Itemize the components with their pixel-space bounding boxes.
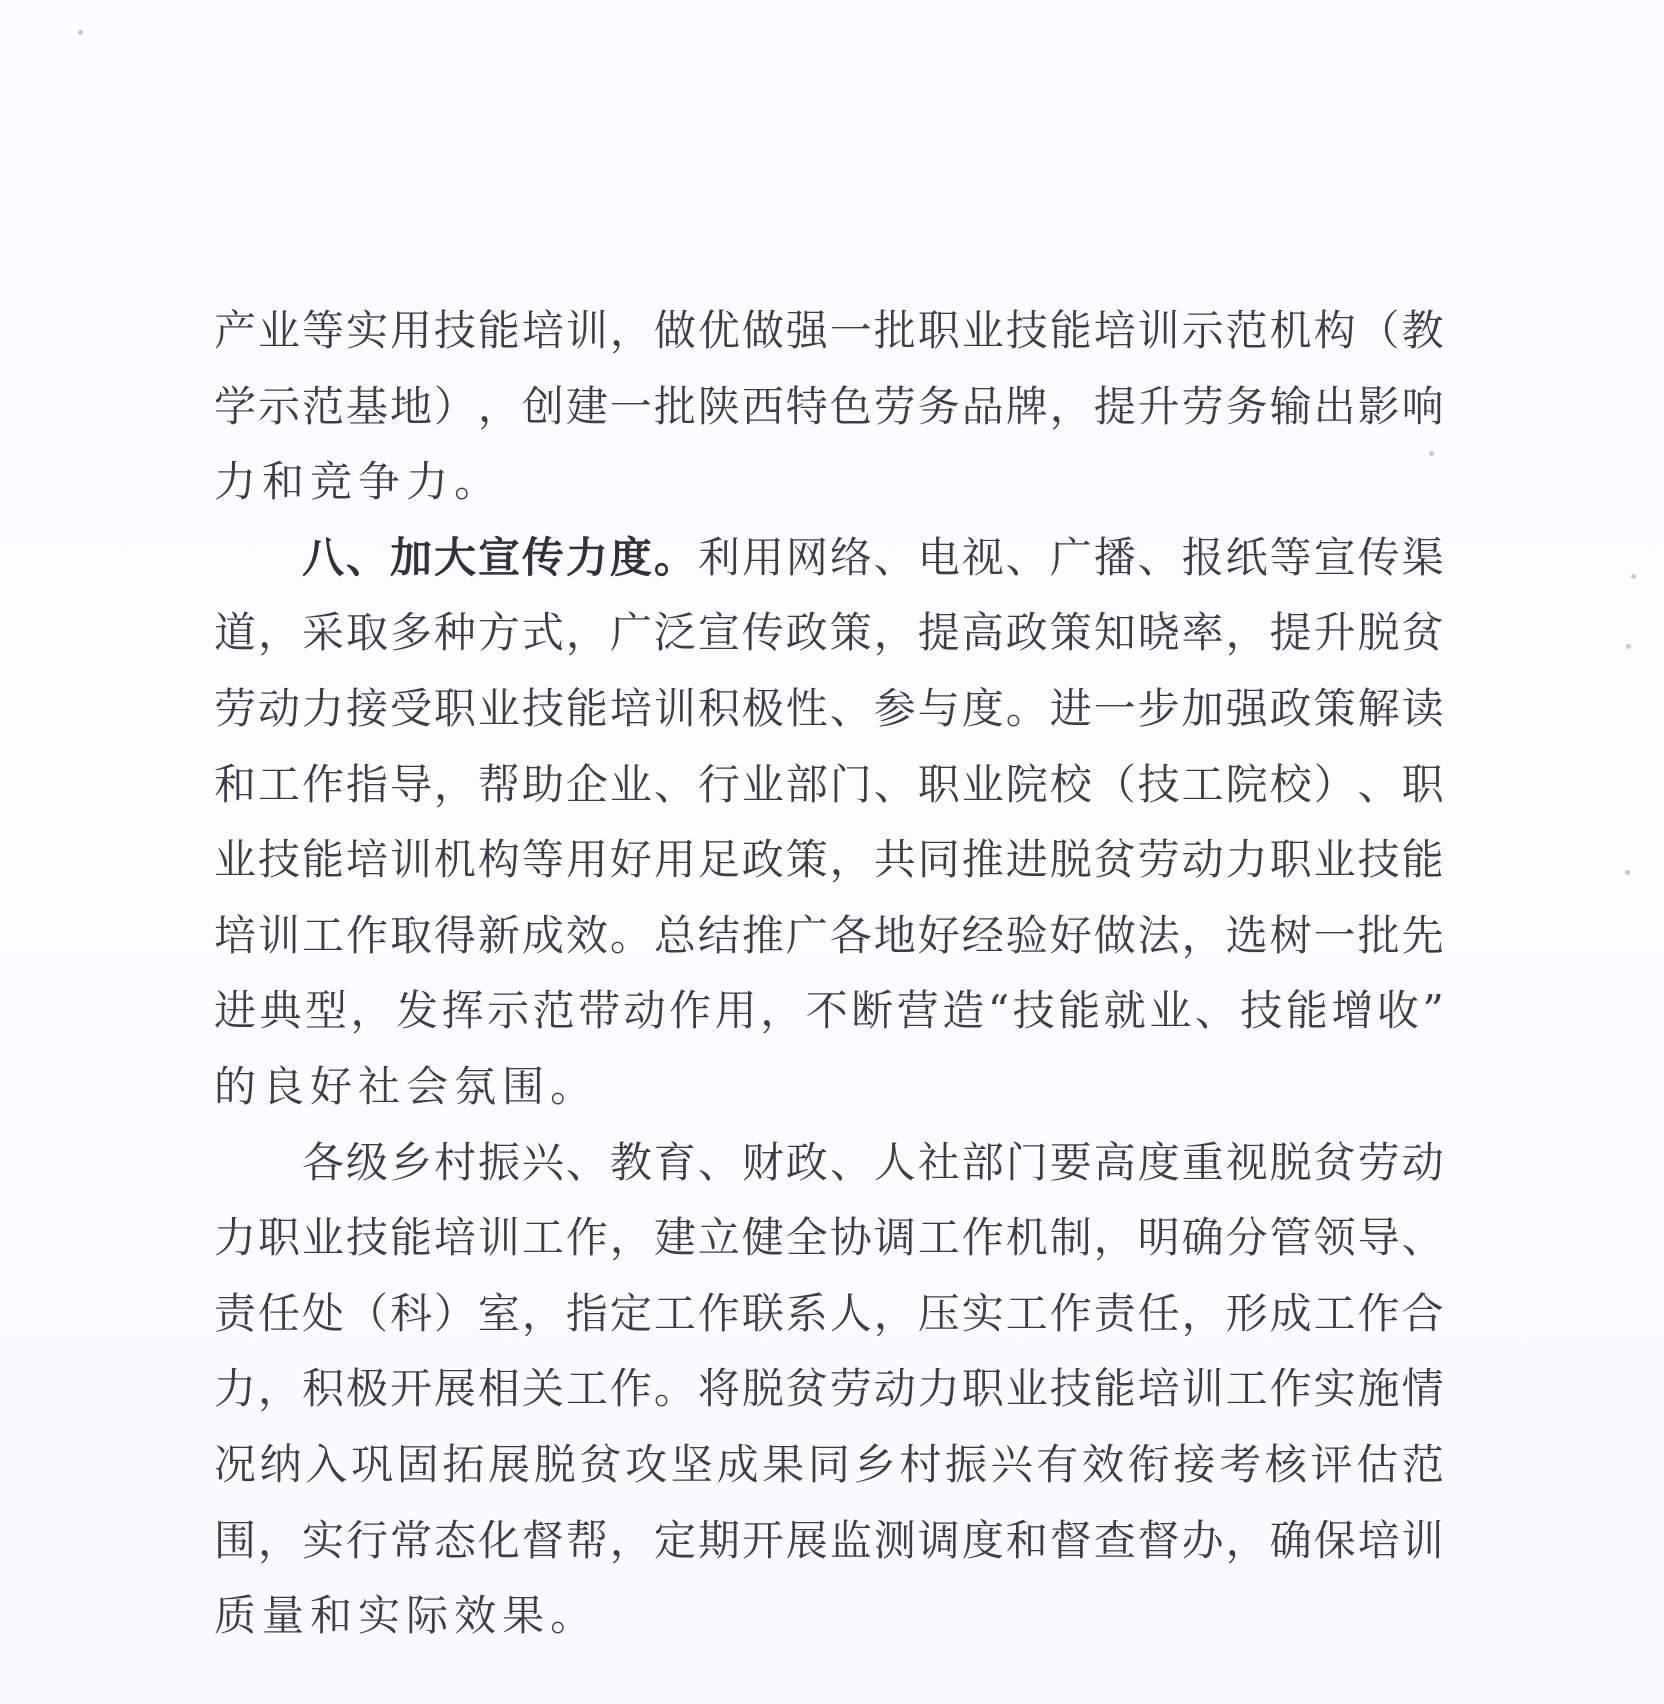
scan-speck [1626, 644, 1631, 649]
text-line: 培 训 工 作 取 得 新 成 效 。 总 结 推 广 各 地 好 经 验 好 做 法 ， 选 树 一 批 先 [214, 910, 1444, 960]
text-line: 进 典 型 ， 发 挥 示 范 带 动 作 用 ， 不 断 营 造 “ 技 能 就 业 、 技 能 增 收 ” [214, 986, 1444, 1036]
text-line: 质 量 和 实 际 效 果 。 [214, 1591, 599, 1641]
text-line: 各 级 乡 村 振 兴 、 教 育 、 财 政 、 人 社 部 门 要 高 度 重 视 脱 贫 劳 动 [302, 1137, 1444, 1187]
paragraph [214, 293, 1444, 520]
text-line: 道 ， 采 取 多 种 方 式 ， 广 泛 宣 传 政 策 ， 提 高 政 策 知 晓 率 ， 提 升 脱 贫 [214, 608, 1444, 658]
scan-speck [1625, 870, 1630, 875]
paragraph [214, 520, 1444, 1125]
text-line: 学 示 范 基 地 ） ， 创 建 一 批 陕 西 特 色 劳 务 品 牌 ， 提 升 劳 务 输 出 影 响 [214, 381, 1444, 431]
scan-speck [78, 30, 83, 35]
text-line: 产 业 等 实 用 技 能 培 训 ， 做 优 做 强 一 批 职 业 技 能 培 训 示 范 机 构 （ 教 [214, 306, 1444, 355]
text-line: 况 纳 入 巩 固 拓 展 脱 贫 攻 坚 成 果 同 乡 村 振 兴 有 效 衔 接 考 核 评 估 范 [214, 1439, 1444, 1489]
text-line: 力 职 业 技 能 培 训 工 作 ， 建 立 健 全 协 调 工 作 机 制 ， 明 确 分 管 领 导 、 [214, 1213, 1444, 1263]
text-line: 和 工 作 指 导 ， 帮 助 企 业 、 行 业 部 门 、 职 业 院 校 （ 技 工 院 校 ） 、 职 [214, 759, 1444, 809]
text-line: 的 良 好 社 会 氛 围 。 [214, 1061, 599, 1111]
scan-speck [1631, 574, 1636, 579]
text-line: 力 ， 积 极 开 展 相 关 工 作 。 将 脱 贫 劳 动 力 职 业 技 能 培 训 工 作 实 施 情 [214, 1364, 1444, 1414]
text-line: 劳 动 力 接 受 职 业 技 能 培 训 积 极 性 、 参 与 度 。 进 一 步 加 强 政 策 解 读 [214, 683, 1444, 733]
text-line: 责 任 处 （ 科 ） 室 ， 指 定 工 作 联 系 人 ， 压 实 工 作 责 任 ， 形 成 工 作 合 [214, 1288, 1444, 1338]
text-line: 围 ， 实 行 常 态 化 督 帮 ， 定 期 开 展 监 测 调 度 和 督 查 督 办 ， 确 保 培 训 [214, 1515, 1444, 1565]
text-line: 力 和 竞 争 力 。 [214, 457, 503, 507]
text-line: 业 技 能 培 训 机 构 等 用 好 用 足 政 策 ， 共 同 推 进 脱 贫 劳 动 力 职 业 技 能 [214, 835, 1444, 885]
document-body [214, 293, 1444, 1654]
text-line: 八 、 加 大 宣 传 力 度 。 利 用 网 络 、 电 视 、 广 播 、 报 纸 等 宣 传 渠 [302, 532, 1444, 582]
paragraph [214, 1125, 1444, 1654]
